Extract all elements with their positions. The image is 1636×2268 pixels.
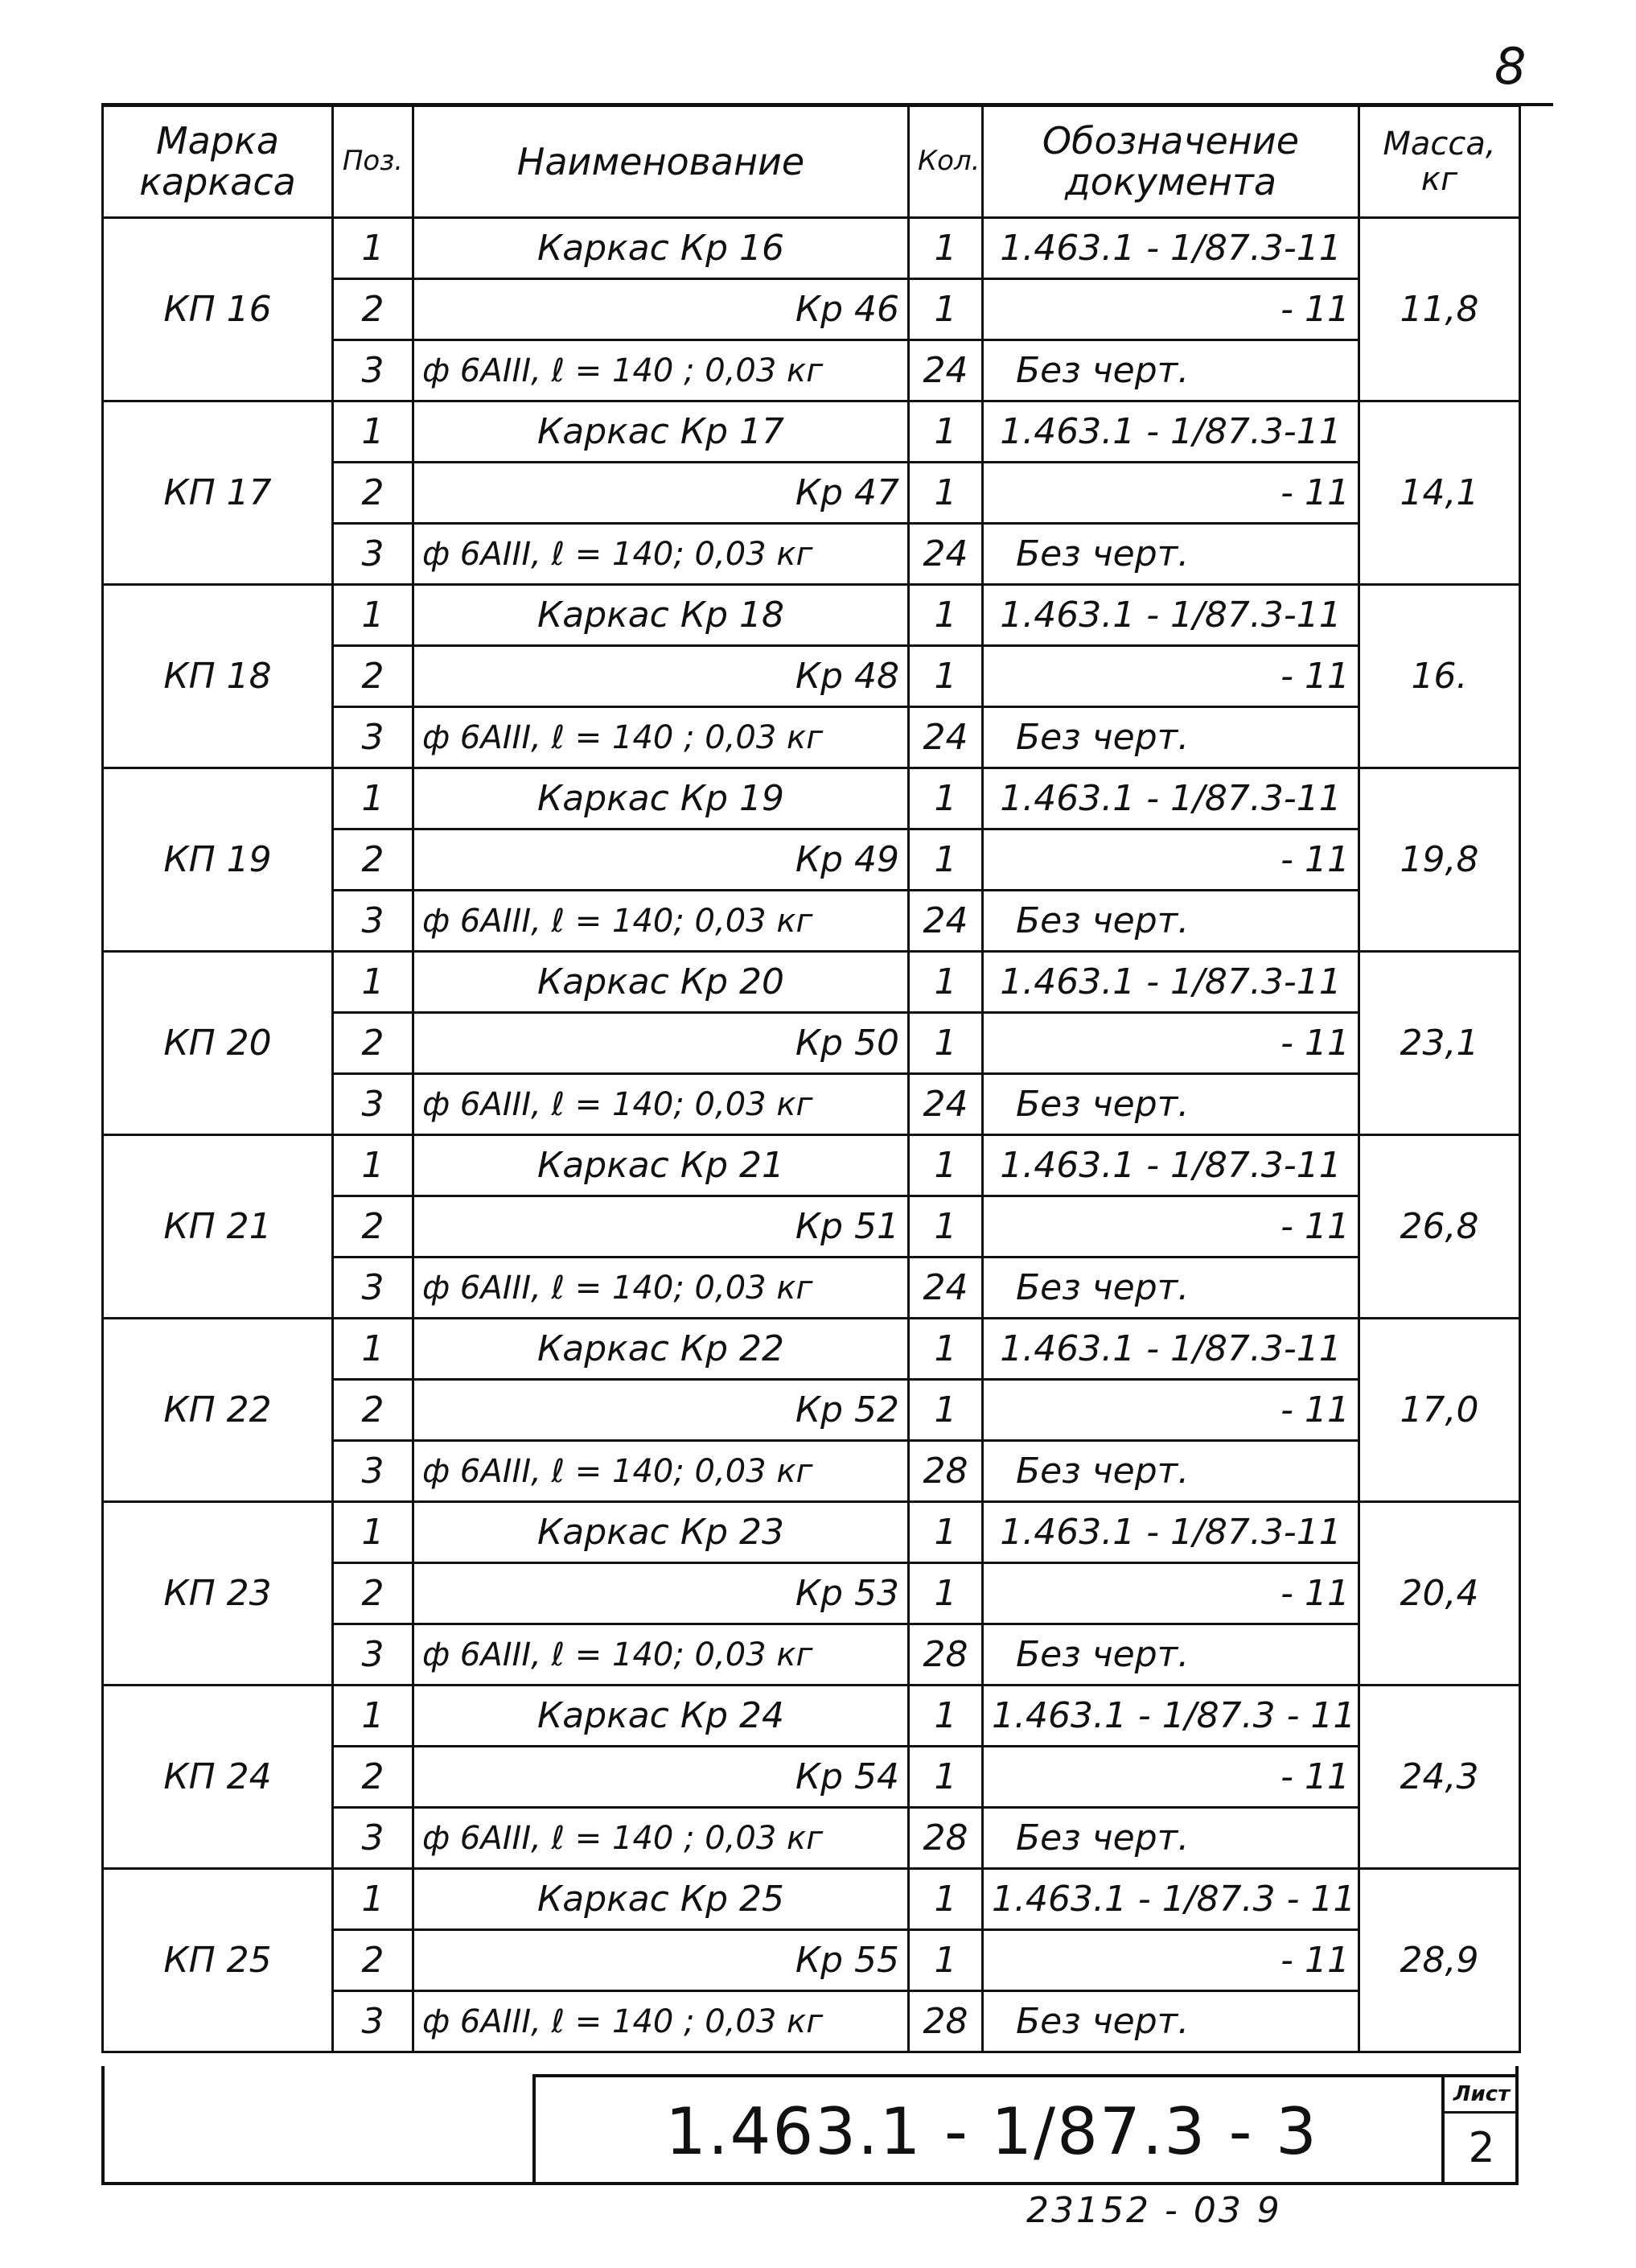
document-cell: - 11 (983, 1930, 1359, 1991)
header-mass-line-1: Масса, (1383, 126, 1496, 163)
mass-cell: 26,8 (1359, 1135, 1520, 1319)
quantity-cell: 28 (909, 1441, 983, 1502)
document-cell: Без черт. (983, 1808, 1359, 1869)
name-cell: Каркас Кр 19 (413, 768, 909, 829)
frame-mark-cell: КП 17 (103, 401, 333, 585)
table-body (103, 218, 1520, 2052)
document-cell: Без черт. (983, 524, 1359, 585)
name-cell: Каркас Кр 21 (413, 1135, 909, 1196)
document-cell: Без черт. (983, 1441, 1359, 1502)
quantity-cell: 1 (909, 1502, 983, 1563)
quantity-cell: 1 (909, 1930, 983, 1991)
quantity-cell: 24 (909, 1074, 983, 1135)
name-cell: ф 6АIII, ℓ = 140; 0,03 кг (413, 1257, 909, 1319)
quantity-cell: 1 (909, 585, 983, 646)
quantity-cell: 1 (909, 1869, 983, 1930)
quantity-cell: 28 (909, 1624, 983, 1686)
position-cell: 1 (333, 401, 413, 463)
quantity-cell: 28 (909, 1991, 983, 2052)
document-cell: 1.463.1 - 1/87.3 - 11 (983, 1686, 1359, 1747)
document-cell: 1.463.1 - 1/87.3-11 (983, 401, 1359, 463)
quantity-cell: 1 (909, 1319, 983, 1380)
frame-mark-cell: КП 16 (103, 218, 333, 401)
frame-mark-cell: КП 20 (103, 952, 333, 1135)
document-cell: 1.463.1 - 1/87.3-11 (983, 218, 1359, 279)
mass-cell: 20,4 (1359, 1502, 1520, 1686)
name-cell: Кр 53 (413, 1563, 909, 1624)
header-doc (983, 106, 1359, 218)
document-cell: - 11 (983, 1380, 1359, 1441)
table-row (103, 1135, 1520, 1196)
document-code: 1.463.1 - 1/87.3 - 3 (665, 2093, 1318, 2169)
position-cell: 1 (333, 1319, 413, 1380)
document-cell: Без черт. (983, 1624, 1359, 1686)
mass-cell: 17,0 (1359, 1319, 1520, 1502)
document-cell: 1.463.1 - 1/87.3-11 (983, 768, 1359, 829)
frame-mark-cell: КП 19 (103, 768, 333, 952)
name-cell: ф 6АIII, ℓ = 140; 0,03 кг (413, 1624, 909, 1686)
name-cell: ф 6АIII, ℓ = 140 ; 0,03 кг (413, 707, 909, 768)
document-cell: Без черт. (983, 340, 1359, 401)
position-cell: 1 (333, 1135, 413, 1196)
sheet-label: Лист (1445, 2077, 1519, 2114)
position-cell: 3 (333, 340, 413, 401)
frame-mark-cell: КП 23 (103, 1502, 333, 1686)
header-mark (103, 106, 333, 218)
name-cell: Каркас Кр 24 (413, 1686, 909, 1747)
page-number: 8 (1494, 37, 1527, 96)
frame-mark-cell: КП 25 (103, 1869, 333, 2052)
document-cell: 1.463.1 - 1/87.3-11 (983, 585, 1359, 646)
name-cell: Кр 55 (413, 1930, 909, 1991)
mass-cell: 23,1 (1359, 952, 1520, 1135)
position-cell: 3 (333, 707, 413, 768)
document-cell: Без черт. (983, 1991, 1359, 2052)
quantity-cell: 1 (909, 401, 983, 463)
header-mark-line-1: Марка (155, 119, 280, 163)
document-cell: Без черт. (983, 891, 1359, 952)
quantity-cell: 28 (909, 1808, 983, 1869)
quantity-cell: 24 (909, 891, 983, 952)
position-cell: 1 (333, 585, 413, 646)
quantity-cell: 1 (909, 1013, 983, 1074)
header-name: Наименование (413, 106, 909, 218)
quantity-cell: 1 (909, 463, 983, 524)
table-row (103, 218, 1520, 279)
name-cell: Каркас Кр 25 (413, 1869, 909, 1930)
name-cell: Кр 46 (413, 279, 909, 340)
name-cell: Кр 54 (413, 1747, 909, 1808)
header-mass (1359, 106, 1520, 218)
document-cell: - 11 (983, 279, 1359, 340)
frame-mark-cell: КП 18 (103, 585, 333, 768)
specification-table (101, 105, 1521, 2053)
name-cell: ф 6АIII, ℓ = 140; 0,03 кг (413, 891, 909, 952)
document-cell: - 11 (983, 1747, 1359, 1808)
name-cell: Кр 51 (413, 1196, 909, 1257)
document-cell: 1.463.1 - 1/87.3-11 (983, 952, 1359, 1013)
quantity-cell: 1 (909, 279, 983, 340)
quantity-cell: 1 (909, 952, 983, 1013)
name-cell: Кр 52 (413, 1380, 909, 1441)
document-cell: 1.463.1 - 1/87.3-11 (983, 1319, 1359, 1380)
frame-mark-cell: КП 22 (103, 1319, 333, 1502)
frame-mark-cell: КП 24 (103, 1686, 333, 1869)
quantity-cell: 1 (909, 1747, 983, 1808)
position-cell: 3 (333, 1624, 413, 1686)
name-cell: ф 6АIII, ℓ = 140 ; 0,03 кг (413, 1991, 909, 2052)
position-cell: 3 (333, 891, 413, 952)
document-cell: - 11 (983, 463, 1359, 524)
document-cell: 1.463.1 - 1/87.3-11 (983, 1135, 1359, 1196)
mass-cell: 24,3 (1359, 1686, 1520, 1869)
header-mass-line-2: кг (1420, 161, 1458, 198)
table-row (103, 1502, 1520, 1563)
name-cell: Каркас Кр 22 (413, 1319, 909, 1380)
document-cell: - 11 (983, 829, 1359, 891)
frame-mark-cell: КП 21 (103, 1135, 333, 1319)
table-row (103, 1319, 1520, 1380)
position-cell: 3 (333, 1074, 413, 1135)
name-cell: Каркас Кр 16 (413, 218, 909, 279)
table-row (103, 1869, 1520, 1930)
quantity-cell: 24 (909, 707, 983, 768)
name-cell: ф 6АIII, ℓ = 140; 0,03 кг (413, 1074, 909, 1135)
name-cell: Кр 50 (413, 1013, 909, 1074)
header-qty: Кол. (909, 106, 983, 218)
name-cell: Кр 49 (413, 829, 909, 891)
title-frame (532, 2074, 1445, 2182)
name-cell: Каркас Кр 18 (413, 585, 909, 646)
name-cell: Кр 48 (413, 646, 909, 707)
position-cell: 2 (333, 1196, 413, 1257)
quantity-cell: 1 (909, 829, 983, 891)
table-row (103, 952, 1520, 1013)
document-cell: - 11 (983, 646, 1359, 707)
position-cell: 2 (333, 1747, 413, 1808)
document-cell: Без черт. (983, 1074, 1359, 1135)
name-cell: Кр 47 (413, 463, 909, 524)
position-cell: 1 (333, 768, 413, 829)
mass-cell: 16. (1359, 585, 1520, 768)
name-cell: ф 6АIII, ℓ = 140; 0,03 кг (413, 524, 909, 585)
mass-cell: 11,8 (1359, 218, 1520, 401)
table-row (103, 585, 1520, 646)
position-cell: 1 (333, 218, 413, 279)
document-cell: - 11 (983, 1563, 1359, 1624)
name-cell: ф 6АIII, ℓ = 140 ; 0,03 кг (413, 340, 909, 401)
mass-cell: 19,8 (1359, 768, 1520, 952)
position-cell: 2 (333, 1930, 413, 1991)
document-cell: 1.463.1 - 1/87.3 - 11 (983, 1869, 1359, 1930)
header-doc-line-1: Обозначение (1042, 119, 1300, 163)
name-cell: Каркас Кр 20 (413, 952, 909, 1013)
mass-cell: 14,1 (1359, 401, 1520, 585)
position-cell: 1 (333, 952, 413, 1013)
mass-cell: 28,9 (1359, 1869, 1520, 2052)
position-cell: 2 (333, 463, 413, 524)
document-cell: - 11 (983, 1013, 1359, 1074)
name-cell: ф 6АIII, ℓ = 140; 0,03 кг (413, 1441, 909, 1502)
position-cell: 1 (333, 1686, 413, 1747)
position-cell: 3 (333, 1808, 413, 1869)
quantity-cell: 1 (909, 646, 983, 707)
quantity-cell: 1 (909, 1196, 983, 1257)
document-cell: Без черт. (983, 1257, 1359, 1319)
position-cell: 3 (333, 1441, 413, 1502)
header-doc-line-2: документа (1064, 160, 1277, 204)
header-mark-line-2: каркаса (139, 160, 296, 204)
position-cell: 2 (333, 1380, 413, 1441)
quantity-cell: 1 (909, 1563, 983, 1624)
position-cell: 3 (333, 1991, 413, 2052)
quantity-cell: 24 (909, 524, 983, 585)
document-cell: Без черт. (983, 707, 1359, 768)
table-row (103, 401, 1520, 463)
document-cell: 1.463.1 - 1/87.3-11 (983, 1502, 1359, 1563)
quantity-cell: 1 (909, 1135, 983, 1196)
quantity-cell: 1 (909, 768, 983, 829)
name-cell: Каркас Кр 23 (413, 1502, 909, 1563)
position-cell: 2 (333, 646, 413, 707)
header-pos: Поз. (333, 106, 413, 218)
position-cell: 3 (333, 1257, 413, 1319)
name-cell: Каркас Кр 17 (413, 401, 909, 463)
position-cell: 2 (333, 1013, 413, 1074)
position-cell: 2 (333, 279, 413, 340)
table-header (103, 106, 1520, 218)
position-cell: 2 (333, 1563, 413, 1624)
quantity-cell: 1 (909, 218, 983, 279)
position-cell: 3 (333, 524, 413, 585)
name-cell: ф 6АIII, ℓ = 140 ; 0,03 кг (413, 1808, 909, 1869)
quantity-cell: 24 (909, 340, 983, 401)
table-row (103, 1686, 1520, 1747)
position-cell: 1 (333, 1869, 413, 1930)
sheet-number: 2 (1468, 2123, 1495, 2172)
position-cell: 1 (333, 1502, 413, 1563)
quantity-cell: 1 (909, 1686, 983, 1747)
quantity-cell: 1 (909, 1380, 983, 1441)
title-block (101, 2066, 1519, 2185)
footer-stamp: 23152 - 03 9 (1026, 2190, 1282, 2231)
quantity-cell: 24 (909, 1257, 983, 1319)
table-row (103, 768, 1520, 829)
sheet-box (1441, 2074, 1519, 2182)
document-cell: - 11 (983, 1196, 1359, 1257)
position-cell: 2 (333, 829, 413, 891)
